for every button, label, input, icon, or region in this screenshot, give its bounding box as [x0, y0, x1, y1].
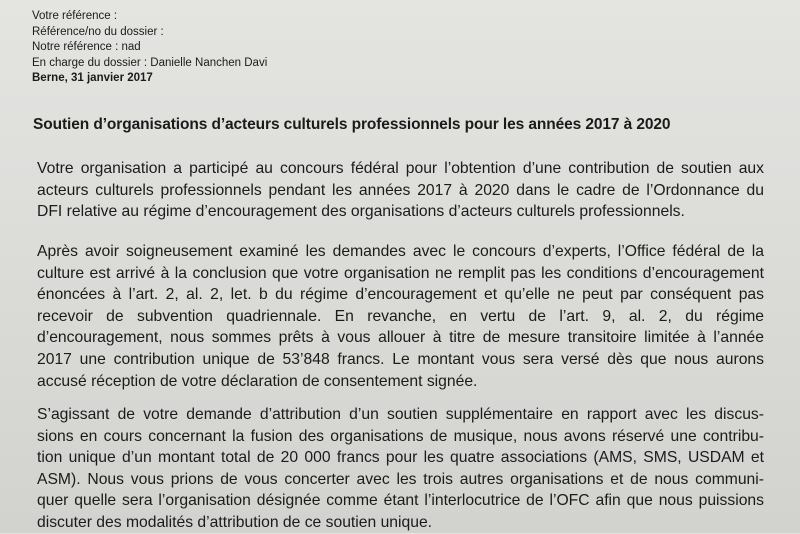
notre-reference: Notre référence : nad	[32, 41, 141, 53]
text-line: quer quelle sera l’organisation désignée comme étant l’interlocutrice de l’OFC afin que nous puissions	[37, 492, 764, 510]
text-line: discuter des modalités d’attribution de ce soutien unique.	[37, 513, 433, 531]
reference-block	[32, 9, 267, 87]
en-charge-du-dossier: En charge du dossier : Danielle Nanchen Davi	[32, 56, 268, 69]
text-line: accusé réception de votre déclaration de consentement signée.	[37, 372, 478, 390]
text-line: sions en cours concernant la fusion des organisations de musique, nous avons réservé une contribu-	[37, 427, 764, 445]
text-line: DFI relative au régime d’encouragement des organisations d’acteurs culturels professionnels.	[37, 203, 685, 221]
subject-line: Soutien d’organisations d’acteurs culturels professionnels pour les années 2017 à 2020	[33, 116, 671, 133]
text-line: Votre organisation a participé au concours fédéral pour l’obtention d’une contribution de soutien aux	[37, 160, 764, 177]
text-line: énoncées à l’art. 2, al. 2, let. b du régime d’encouragement et qu’elle ne peut par conséquent pas	[37, 286, 764, 304]
text-line: Après avoir soigneusement examiné les demandes avec le concours d’experts, l’Office fédéral de la	[37, 243, 764, 260]
text-line: culture est arrivé à la conclusion que votre organisation ne remplit pas les conditions d’encouragement	[37, 264, 764, 282]
paragraph-1	[37, 158, 764, 223]
paragraph-3	[37, 404, 764, 534]
letter-date: Berne, 31 janvier 2017	[32, 72, 153, 84]
text-line: 2017 une contribution unique de 53’848 francs. Le montant vous sera versé dès que nous aurons	[37, 350, 764, 368]
votre-reference: Votre référence :	[32, 10, 118, 22]
text-line: d’encouragement, nous sommes prêts à vous allouer à titre de mesure transitoire limitée à l’année	[37, 329, 764, 347]
text-line: recevoir de subvention quadriennale. En revanche, en vertu de l’art. 9, al. 2, du régime	[37, 307, 764, 325]
text-line: tion unique d’un montant total de 20 000 francs pour les quatre associations (AMS, SMS, USDAM et	[37, 449, 764, 467]
paragraph-2	[37, 241, 764, 392]
text-line: acteurs culturels professionnels pendant les années 2017 à 2020 dans le cadre de l’Ordonnance du	[37, 181, 764, 199]
text-line: ASM). Nous vous prions de vous concerter avec les trois autres organisations et de nous communi-	[37, 470, 764, 488]
text-line: S’agissant de votre demande d’attribution d’un soutien supplémentaire en rapport avec les discus-	[37, 406, 764, 423]
reference-dossier: Référence/no du dossier :	[32, 25, 164, 38]
